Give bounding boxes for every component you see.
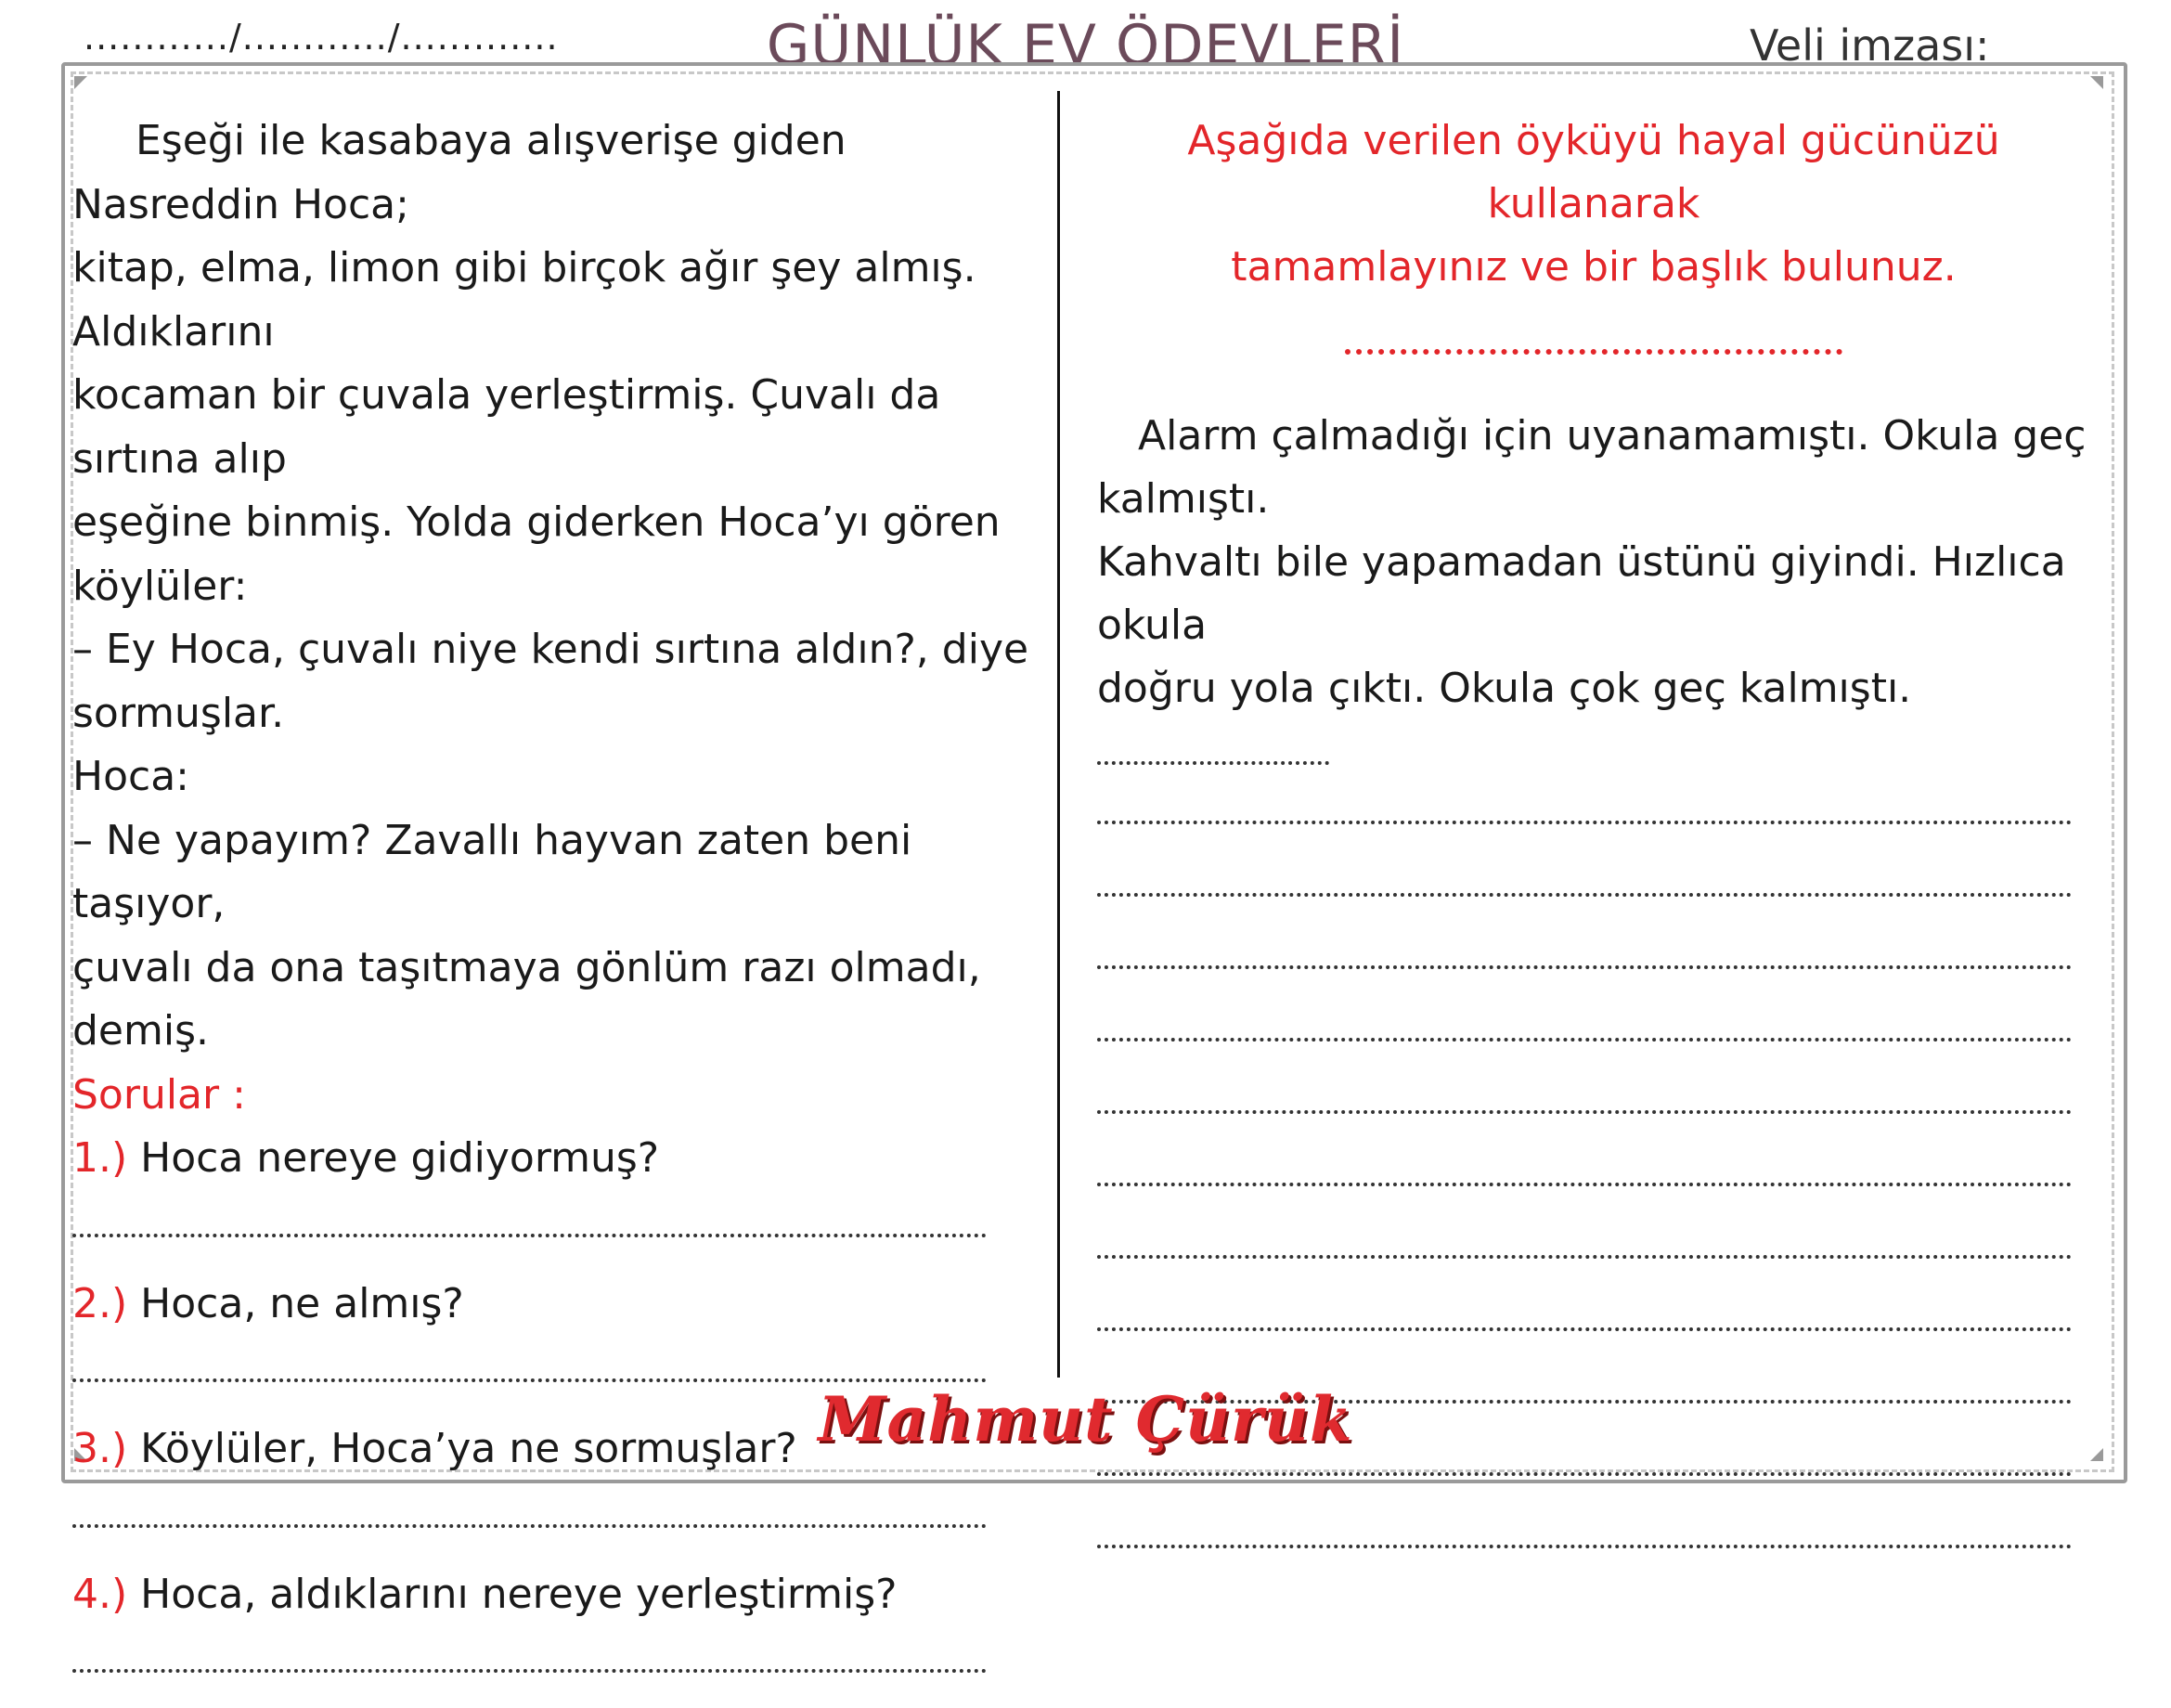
- frame-corner: [74, 76, 87, 89]
- story-line: Hoca:: [72, 753, 189, 800]
- writing-line[interactable]: [1097, 928, 2090, 1001]
- answer-line[interactable]: [72, 1482, 1047, 1563]
- writing-line[interactable]: [1097, 1145, 2090, 1218]
- question-text: Hoca, aldıklarını nereye yerleştirmiş?: [140, 1570, 898, 1618]
- writing-line[interactable]: [1097, 783, 2090, 856]
- question-number: 1.): [72, 1134, 128, 1182]
- writing-line[interactable]: [1097, 1290, 2090, 1363]
- story-line: – Ne yapayım? Zavallı hayvan zaten beni taşıyor,: [72, 816, 912, 927]
- page-title: GÜNLÜK EV ÖDEVLERİ: [766, 13, 1405, 78]
- story-line: kocaman bir çuvala yerleştirmiş. Çuvalı da sırtına alıp: [72, 371, 941, 483]
- instruction-text: tamamlayınız ve bir başlık bulunuz.: [1231, 243, 1957, 291]
- question: [72, 1563, 1047, 1627]
- story-line: kitap, elma, limon gibi birçok ağır şey almış. Aldıklarını: [72, 244, 976, 356]
- writing-line[interactable]: [1097, 1218, 2090, 1290]
- story-completion-section: [1097, 110, 2090, 1580]
- story-sentence: Kahvaltı bile yapamadan üstünü giyindi. Hızlıca okula: [1097, 538, 2066, 649]
- story-sentence: doğru yola çıktı. Okula çok geç kalmıştı.: [1097, 665, 1912, 712]
- writing-line[interactable]: [1097, 856, 2090, 928]
- instruction-text: Aşağıda verilen öyküyü hayal gücünüzü kullanarak: [1187, 117, 2000, 227]
- story-line: çuvalı da ona taşıtmaya gönlüm razı olmadı, demiş.: [72, 943, 981, 1055]
- question-number: 2.): [72, 1279, 128, 1327]
- story-line: eşeğine binmiş. Yolda giderken Hoca’yı gören köylüler:: [72, 498, 1001, 610]
- answer-line[interactable]: [72, 1191, 1047, 1273]
- question-text: Köylüler, Hoca’ya ne sormuşlar?: [140, 1425, 797, 1472]
- question: [72, 1273, 1047, 1337]
- story-title-field[interactable]: [1345, 338, 1842, 355]
- writing-lines: [1097, 783, 2090, 1580]
- story-opening: [1097, 405, 2090, 531]
- author-signature: Mahmut Çürük: [818, 1383, 1353, 1456]
- frame-corner: [2090, 76, 2103, 89]
- story-sentence: Alarm çalmadığı için uyanamamıştı. Okula geç kalmıştı.: [1097, 412, 2087, 523]
- story-opening: [1097, 657, 2090, 783]
- writing-line-inline[interactable]: [1097, 752, 1329, 765]
- story-opening: [1097, 531, 2090, 657]
- answer-line[interactable]: [72, 1626, 1047, 1708]
- parent-signature-label: Veli imzası:: [1750, 20, 1990, 71]
- question-number: 4.): [72, 1570, 128, 1618]
- story-line: – Ey Hoca, çuvalı niye kendi sırtına aldın?, diye: [72, 626, 1029, 673]
- questions-heading: Sorular :: [72, 1070, 246, 1119]
- writing-line[interactable]: [1097, 1507, 2090, 1580]
- question-text: Hoca, ne almış?: [140, 1279, 464, 1327]
- date-field[interactable]: ............/............/.............: [84, 17, 559, 58]
- story-line: Eşeği ile kasabaya alışverişe giden Nasreddin Hoca;: [72, 117, 846, 228]
- column-divider: [1057, 91, 1060, 1378]
- question-number: 3.): [72, 1425, 128, 1472]
- reading-passage-section: [72, 110, 1047, 1708]
- story-line: sormuşlar.: [72, 689, 285, 737]
- writing-line[interactable]: [1097, 1001, 2090, 1073]
- question: [72, 1127, 1047, 1191]
- writing-line[interactable]: [1097, 1073, 2090, 1145]
- question-text: Hoca nereye gidiyormuş?: [140, 1134, 660, 1182]
